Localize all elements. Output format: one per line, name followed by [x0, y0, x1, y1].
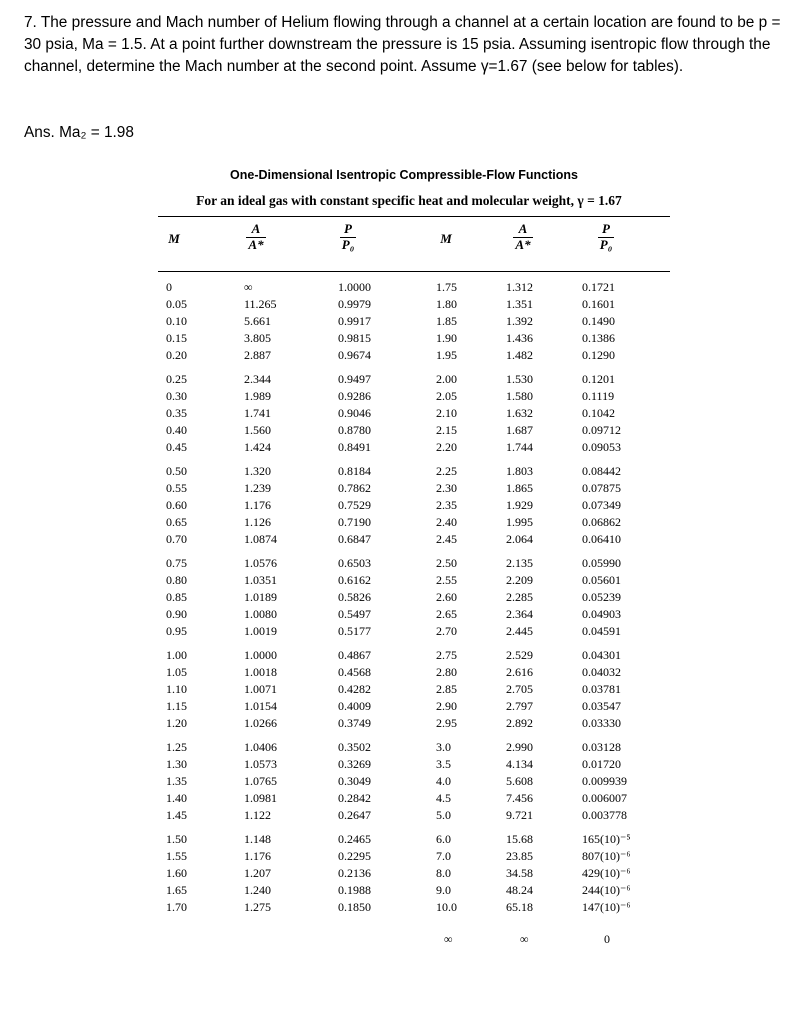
right-mach-cell: 4.5 — [436, 791, 451, 805]
right-mach-cell: 4.0 — [436, 774, 451, 788]
table-row — [158, 757, 670, 774]
table-row — [158, 423, 670, 440]
problem-statement: 7. The pressure and Mach number of Helium flowing through a channel at a certain location are found to be p = 30 psia, Ma = 1.5. At a point further downstream the pressure is 15 psia. Assuming isentropic flow through the channel, determine the Mach number at the second point. Assume γ=1.67 (see below for tables). — [24, 14, 781, 75]
right-pressure-ratio-cell: 807(10)⁻⁶ — [582, 849, 631, 863]
left-pressure-ratio-cell: 0.6503 — [338, 556, 371, 570]
right-pressure-ratio-cell: 0.003778 — [582, 808, 627, 822]
right-area-ratio-cell: 1.436 — [506, 331, 533, 345]
left-pressure-ratio-cell: 0.8491 — [338, 440, 371, 454]
right-mach-cell: 3.0 — [436, 740, 451, 754]
right-pressure-ratio-cell: 0.006007 — [582, 791, 627, 805]
table-row — [158, 590, 670, 607]
right-mach-cell: 1.95 — [436, 348, 457, 362]
table-row — [158, 498, 670, 515]
left-area-ratio-cell: 1.0080 — [244, 607, 277, 621]
left-pressure-ratio-cell: 0.4282 — [338, 682, 371, 696]
table-row-group — [158, 372, 670, 464]
table-title: One-Dimensional Isentropic Compressible-Flow Functions — [230, 168, 578, 182]
header-mach-right: M — [440, 231, 452, 246]
left-mach-cell: 1.00 — [166, 648, 187, 662]
left-area-ratio-cell: 1.0981 — [244, 791, 277, 805]
right-area-ratio-cell: 2.445 — [506, 624, 533, 638]
left-mach-cell: 0.60 — [166, 498, 187, 512]
right-area-ratio-cell: 2.209 — [506, 573, 533, 587]
left-pressure-ratio-cell: 0.1850 — [338, 900, 371, 914]
table-row — [158, 716, 670, 733]
table-header — [158, 217, 670, 267]
left-area-ratio-cell: 1.0406 — [244, 740, 277, 754]
left-pressure-ratio-cell: 0.3049 — [338, 774, 371, 788]
left-mach-cell: 0.75 — [166, 556, 187, 570]
right-area-ratio-cell: 9.721 — [506, 808, 533, 822]
right-area-ratio-cell: 2.285 — [506, 590, 533, 604]
right-mach-cell: 2.55 — [436, 573, 457, 587]
left-area-ratio-cell: 1.207 — [244, 866, 271, 880]
right-area-ratio-cell: 1.803 — [506, 464, 533, 478]
left-pressure-ratio-cell: 0.9979 — [338, 297, 371, 311]
right-mach-cell: 2.85 — [436, 682, 457, 696]
left-area-ratio-cell: 1.0189 — [244, 590, 277, 604]
table-row — [158, 740, 670, 757]
right-mach-cell: 9.0 — [436, 883, 451, 897]
right-mach-cell: 2.05 — [436, 389, 457, 403]
left-pressure-ratio-cell: 0.9917 — [338, 314, 371, 328]
right-mach-cell: 6.0 — [436, 832, 451, 846]
right-area-ratio-cell: 4.134 — [506, 757, 533, 771]
table-row — [158, 866, 670, 883]
table-row — [158, 348, 670, 365]
right-area-ratio-cell: 65.18 — [506, 900, 533, 914]
right-mach-cell: 2.00 — [436, 372, 457, 386]
right-area-ratio-cell: 1.351 — [506, 297, 533, 311]
left-area-ratio-cell: ∞ — [244, 280, 253, 294]
table-row — [158, 832, 670, 849]
right-pressure-ratio-cell: 0.04032 — [582, 665, 621, 679]
table-row — [158, 665, 670, 682]
left-area-ratio-cell: 1.148 — [244, 832, 271, 846]
left-area-ratio-cell: 1.0019 — [244, 624, 277, 638]
left-pressure-ratio-cell: 0.2842 — [338, 791, 371, 805]
right-pressure-ratio-cell: 0.03330 — [582, 716, 621, 730]
table-row — [158, 532, 670, 549]
left-mach-cell: 1.35 — [166, 774, 187, 788]
left-mach-cell: 1.70 — [166, 900, 187, 914]
table-final-row — [158, 924, 670, 954]
final-mach: ∞ — [444, 932, 453, 946]
right-pressure-ratio-cell: 0.09712 — [582, 423, 621, 437]
right-area-ratio-cell: 1.687 — [506, 423, 533, 437]
left-area-ratio-cell: 2.887 — [244, 348, 271, 362]
right-mach-cell: 2.40 — [436, 515, 457, 529]
left-pressure-ratio-cell: 0.2136 — [338, 866, 371, 880]
left-area-ratio-cell: 1.239 — [244, 481, 271, 495]
right-pressure-ratio-cell: 0.04591 — [582, 624, 621, 638]
right-pressure-ratio-cell: 0.1386 — [582, 331, 615, 345]
right-area-ratio-cell: 5.608 — [506, 774, 533, 788]
left-pressure-ratio-cell: 0.5497 — [338, 607, 371, 621]
left-pressure-ratio-cell: 0.9674 — [338, 348, 371, 362]
header-pressure-ratio-right: $\frac{P}{\text{P₀}}$ — [599, 221, 613, 252]
left-mach-cell: 0.15 — [166, 331, 187, 345]
left-mach-cell: 1.30 — [166, 757, 187, 771]
left-area-ratio-cell: 1.0071 — [244, 682, 277, 696]
table-row — [158, 515, 670, 532]
header-pressure-ratio-left: $\frac{P}{\text{P₀}}$ — [341, 221, 355, 252]
right-pressure-ratio-cell: 0.1721 — [582, 280, 615, 294]
left-pressure-ratio-cell: 0.6162 — [338, 573, 371, 587]
left-area-ratio-cell: 1.424 — [244, 440, 271, 454]
left-area-ratio-cell: 2.344 — [244, 372, 271, 386]
left-mach-cell: 0.05 — [166, 297, 187, 311]
left-pressure-ratio-cell: 0.9286 — [338, 389, 371, 403]
table-row — [158, 464, 670, 481]
right-pressure-ratio-cell: 0.06862 — [582, 515, 621, 529]
left-mach-cell: 0.80 — [166, 573, 187, 587]
right-pressure-ratio-cell: 0.07349 — [582, 498, 621, 512]
left-mach-cell: 0.85 — [166, 590, 187, 604]
left-pressure-ratio-cell: 0.3749 — [338, 716, 371, 730]
left-area-ratio-cell: 5.661 — [244, 314, 271, 328]
left-mach-cell: 1.65 — [166, 883, 187, 897]
right-area-ratio-cell: 2.364 — [506, 607, 533, 621]
left-area-ratio-cell: 1.122 — [244, 808, 271, 822]
left-pressure-ratio-cell: 0.4009 — [338, 699, 371, 713]
right-mach-cell: 2.60 — [436, 590, 457, 604]
right-mach-cell: 2.15 — [436, 423, 457, 437]
left-mach-cell: 0.10 — [166, 314, 187, 328]
table-row — [158, 481, 670, 498]
left-pressure-ratio-cell: 0.1988 — [338, 883, 371, 897]
left-area-ratio-cell: 1.741 — [244, 406, 271, 420]
right-pressure-ratio-cell: 0.07875 — [582, 481, 621, 495]
right-mach-cell: 3.5 — [436, 757, 451, 771]
right-mach-cell: 2.80 — [436, 665, 457, 679]
right-mach-cell: 2.50 — [436, 556, 457, 570]
left-pressure-ratio-cell: 0.8184 — [338, 464, 371, 478]
left-pressure-ratio-cell: 0.5177 — [338, 624, 371, 638]
right-mach-cell: 2.25 — [436, 464, 457, 478]
left-area-ratio-cell: 1.240 — [244, 883, 271, 897]
left-area-ratio-cell: 1.176 — [244, 849, 271, 863]
right-area-ratio-cell: 1.632 — [506, 406, 533, 420]
left-mach-cell: 1.05 — [166, 665, 187, 679]
table-row — [158, 607, 670, 624]
table-row — [158, 556, 670, 573]
right-pressure-ratio-cell: 147(10)⁻⁶ — [582, 900, 631, 914]
left-mach-cell: 0.45 — [166, 440, 187, 454]
left-mach-cell: 0.70 — [166, 532, 187, 546]
left-pressure-ratio-cell: 0.2295 — [338, 849, 371, 863]
left-mach-cell: 0.40 — [166, 423, 187, 437]
left-pressure-ratio-cell: 0.3502 — [338, 740, 371, 754]
right-pressure-ratio-cell: 0.1201 — [582, 372, 615, 386]
left-mach-cell: 0.95 — [166, 624, 187, 638]
left-mach-cell: 0.90 — [166, 607, 187, 621]
left-pressure-ratio-cell: 0.3269 — [338, 757, 371, 771]
right-mach-cell: 1.90 — [436, 331, 457, 345]
right-mach-cell: 2.20 — [436, 440, 457, 454]
left-mach-cell: 0.25 — [166, 372, 187, 386]
right-mach-cell: 2.90 — [436, 699, 457, 713]
table-row — [158, 900, 670, 917]
left-area-ratio-cell: 1.176 — [244, 498, 271, 512]
header-area-ratio-left: $\frac{A}{A*}$ — [248, 221, 264, 252]
left-area-ratio-cell: 1.320 — [244, 464, 271, 478]
right-area-ratio-cell: 1.482 — [506, 348, 533, 362]
right-pressure-ratio-cell: 0.1042 — [582, 406, 615, 420]
left-area-ratio-cell: 3.805 — [244, 331, 271, 345]
header-area-ratio-right: $\frac{A}{A*}$ — [515, 221, 531, 252]
right-pressure-ratio-cell: 0.05990 — [582, 556, 621, 570]
left-mach-cell: 1.25 — [166, 740, 187, 754]
left-mach-cell: 1.45 — [166, 808, 187, 822]
right-mach-cell: 2.65 — [436, 607, 457, 621]
left-pressure-ratio-cell: 0.2647 — [338, 808, 371, 822]
left-area-ratio-cell: 1.0765 — [244, 774, 277, 788]
right-area-ratio-cell: 15.68 — [506, 832, 533, 846]
right-mach-cell: 1.75 — [436, 280, 457, 294]
right-area-ratio-cell: 1.995 — [506, 515, 533, 529]
right-pressure-ratio-cell: 0.05601 — [582, 573, 621, 587]
right-area-ratio-cell: 2.529 — [506, 648, 533, 662]
table-subtitle: For an ideal gas with constant specific heat and molecular weight, γ = 1.67 — [196, 193, 622, 208]
table-row-group — [158, 832, 670, 924]
right-pressure-ratio-cell: 165(10)⁻⁵ — [582, 832, 631, 846]
left-area-ratio-cell: 1.0874 — [244, 532, 277, 546]
left-mach-cell: 0.20 — [166, 348, 187, 362]
left-mach-cell: 1.10 — [166, 682, 187, 696]
table-row — [158, 280, 670, 297]
right-mach-cell: 1.80 — [436, 297, 457, 311]
right-area-ratio-cell: 1.929 — [506, 498, 533, 512]
left-area-ratio-cell: 1.560 — [244, 423, 271, 437]
left-mach-cell: 0.50 — [166, 464, 187, 478]
left-area-ratio-cell: 1.0154 — [244, 699, 277, 713]
right-pressure-ratio-cell: 429(10)⁻⁶ — [582, 866, 631, 880]
right-pressure-ratio-cell: 0.1601 — [582, 297, 615, 311]
table-row-group — [158, 280, 670, 372]
table-row-group — [158, 648, 670, 740]
left-mach-cell: 0.30 — [166, 389, 187, 403]
table-row — [158, 389, 670, 406]
table-row — [158, 699, 670, 716]
right-pressure-ratio-cell: 0.09053 — [582, 440, 621, 454]
left-mach-cell: 1.15 — [166, 699, 187, 713]
table-row — [158, 406, 670, 423]
right-mach-cell: 5.0 — [436, 808, 451, 822]
left-mach-cell: 1.55 — [166, 849, 187, 863]
right-area-ratio-cell: 23.85 — [506, 849, 533, 863]
right-pressure-ratio-cell: 0.1119 — [582, 389, 615, 403]
left-mach-cell: 1.20 — [166, 716, 187, 730]
table-row — [158, 648, 670, 665]
left-area-ratio-cell: 1.0573 — [244, 757, 277, 771]
header-mach-left: M — [168, 231, 180, 246]
right-mach-cell: 2.35 — [436, 498, 457, 512]
left-pressure-ratio-cell: 0.9815 — [338, 331, 371, 345]
table-row — [158, 849, 670, 866]
table-row — [158, 314, 670, 331]
left-pressure-ratio-cell: 0.4867 — [338, 648, 371, 662]
right-area-ratio-cell: 2.705 — [506, 682, 533, 696]
right-mach-cell: 8.0 — [436, 866, 451, 880]
table-row-group — [158, 464, 670, 556]
answer-line: Ans. Ma₂ = 1.98 — [24, 124, 134, 141]
left-mach-cell: 0.55 — [166, 481, 187, 495]
left-area-ratio-cell: 11.265 — [244, 297, 277, 311]
right-mach-cell: 1.85 — [436, 314, 457, 328]
right-pressure-ratio-cell: 0.1490 — [582, 314, 615, 328]
right-pressure-ratio-cell: 0.03781 — [582, 682, 621, 696]
table-row — [158, 682, 670, 699]
right-mach-cell: 2.10 — [436, 406, 457, 420]
right-pressure-ratio-cell: 0.05239 — [582, 590, 621, 604]
left-area-ratio-cell: 1.126 — [244, 515, 271, 529]
right-mach-cell: 10.0 — [436, 900, 457, 914]
left-mach-cell: 1.40 — [166, 791, 187, 805]
table-row — [158, 573, 670, 590]
left-area-ratio-cell: 1.0351 — [244, 573, 277, 587]
table-row — [158, 791, 670, 808]
right-area-ratio-cell: 2.797 — [506, 699, 533, 713]
right-mach-cell: 7.0 — [436, 849, 451, 863]
left-mach-cell: 0 — [166, 280, 172, 294]
right-pressure-ratio-cell: 0.01720 — [582, 757, 621, 771]
left-pressure-ratio-cell: 0.2465 — [338, 832, 371, 846]
table-row — [158, 624, 670, 641]
left-pressure-ratio-cell: 0.7862 — [338, 481, 371, 495]
table-row — [158, 331, 670, 348]
right-area-ratio-cell: 2.616 — [506, 665, 533, 679]
left-mach-cell: 0.35 — [166, 406, 187, 420]
right-pressure-ratio-cell: 0.06410 — [582, 532, 621, 546]
right-area-ratio-cell: 1.312 — [506, 280, 533, 294]
left-pressure-ratio-cell: 0.5826 — [338, 590, 371, 604]
right-pressure-ratio-cell: 0.009939 — [582, 774, 627, 788]
left-pressure-ratio-cell: 1.0000 — [338, 280, 371, 294]
table-row — [158, 774, 670, 791]
table-row — [158, 440, 670, 457]
left-mach-cell: 0.65 — [166, 515, 187, 529]
right-area-ratio-cell: 1.865 — [506, 481, 533, 495]
left-area-ratio-cell: 1.275 — [244, 900, 271, 914]
right-pressure-ratio-cell: 0.03128 — [582, 740, 621, 754]
left-area-ratio-cell: 1.0576 — [244, 556, 277, 570]
left-pressure-ratio-cell: 0.4568 — [338, 665, 371, 679]
table-row-group — [158, 556, 670, 648]
right-mach-cell: 2.45 — [436, 532, 457, 546]
right-area-ratio-cell: 7.456 — [506, 791, 533, 805]
right-pressure-ratio-cell: 0.1290 — [582, 348, 615, 362]
left-mach-cell: 1.60 — [166, 866, 187, 880]
right-area-ratio-cell: 48.24 — [506, 883, 533, 897]
right-area-ratio-cell: 2.990 — [506, 740, 533, 754]
right-pressure-ratio-cell: 0.04903 — [582, 607, 621, 621]
left-pressure-ratio-cell: 0.6847 — [338, 532, 371, 546]
table-body — [158, 272, 670, 924]
table-row — [158, 808, 670, 825]
right-area-ratio-cell: 1.744 — [506, 440, 533, 454]
table-row — [158, 372, 670, 389]
right-area-ratio-cell: 1.530 — [506, 372, 533, 386]
left-pressure-ratio-cell: 0.9497 — [338, 372, 371, 386]
right-mach-cell: 2.30 — [436, 481, 457, 495]
left-area-ratio-cell: 1.0000 — [244, 648, 277, 662]
left-area-ratio-cell: 1.989 — [244, 389, 271, 403]
left-area-ratio-cell: 1.0266 — [244, 716, 277, 730]
left-pressure-ratio-cell: 0.7190 — [338, 515, 371, 529]
final-pressure-ratio: 0 — [604, 932, 610, 946]
right-area-ratio-cell: 2.064 — [506, 532, 533, 546]
right-area-ratio-cell: 2.135 — [506, 556, 533, 570]
table-row — [158, 297, 670, 314]
right-area-ratio-cell: 1.580 — [506, 389, 533, 403]
final-area-ratio: ∞ — [520, 932, 529, 946]
left-mach-cell: 1.50 — [166, 832, 187, 846]
left-pressure-ratio-cell: 0.9046 — [338, 406, 371, 420]
left-area-ratio-cell: 1.0018 — [244, 665, 277, 679]
right-pressure-ratio-cell: 244(10)⁻⁶ — [582, 883, 631, 897]
right-mach-cell: 2.95 — [436, 716, 457, 730]
table-row-group — [158, 740, 670, 832]
right-area-ratio-cell: 34.58 — [506, 866, 533, 880]
right-pressure-ratio-cell: 0.04301 — [582, 648, 621, 662]
right-area-ratio-cell: 2.892 — [506, 716, 533, 730]
left-pressure-ratio-cell: 0.7529 — [338, 498, 371, 512]
right-mach-cell: 2.75 — [436, 648, 457, 662]
left-pressure-ratio-cell: 0.8780 — [338, 423, 371, 437]
table-row — [158, 883, 670, 900]
right-pressure-ratio-cell: 0.03547 — [582, 699, 621, 713]
right-mach-cell: 2.70 — [436, 624, 457, 638]
right-area-ratio-cell: 1.392 — [506, 314, 533, 328]
isentropic-flow-table — [158, 168, 670, 954]
right-pressure-ratio-cell: 0.08442 — [582, 464, 621, 478]
